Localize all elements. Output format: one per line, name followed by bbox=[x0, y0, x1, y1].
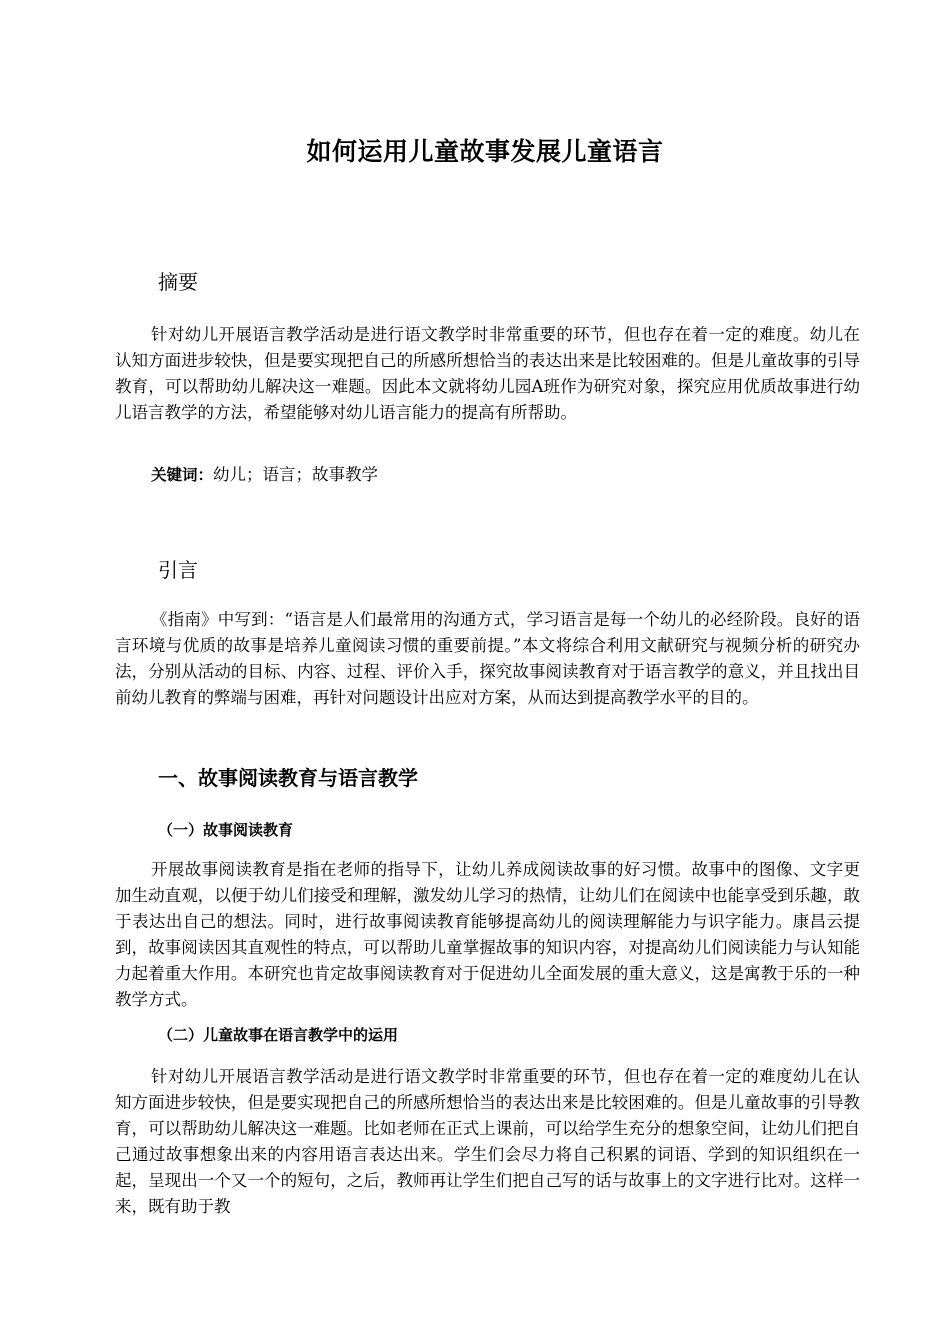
keywords-label: 关键词： bbox=[151, 466, 214, 484]
subsection-2-heading: （二）儿童故事在语言教学中的运用 bbox=[158, 1026, 399, 1044]
abstract-heading: 摘要 bbox=[158, 270, 198, 294]
section-1-heading: 一、故事阅读教育与语言教学 bbox=[158, 766, 418, 790]
abstract-body: 针对幼儿开展语言教学活动是进行语文教学时非常重要的环节，但也存在着一定的难度。幼儿在认知方面进步较快，但是要实现把自己的所感所想恰当的表达出来是比较困难的。但是儿童故事的引导教育，可以帮助幼儿解决这一难题。因此本文就将幼儿园A班作为研究对象，探究应用优质故事进行幼儿语言教学的方法，希望能够对幼儿语言能力的提高有所帮助。 bbox=[115, 325, 860, 422]
subsection-2-body: 针对幼儿开展语言教学活动是进行语文教学时非常重要的环节，但也存在着一定的难度幼儿在认知方面进步较快，但是要实现把自己的所感所想恰当的表达出来是比较困难的。但是儿童故事的引导教育，可以帮助幼儿解决这一难题。比如老师在正式上课前，可以给学生充分的想象空间，让幼儿们把自己通过故事想象出来的内容用语言表达出来。学生们会尽力将自己积累的词语、学到的知识组织在一起，呈现出一个又一个的短句，之后，教师再让学生们把自己写的话与故事上的文字进行比对。这样一来，既有助于教 bbox=[115, 1067, 860, 1216]
subsection-1-heading: （一）故事阅读教育 bbox=[158, 821, 294, 839]
document-title: 如何运用儿童故事发展儿童语言 bbox=[306, 137, 664, 166]
introduction-heading: 引言 bbox=[158, 558, 198, 582]
subsection-1-body: 开展故事阅读教育是指在老师的指导下，让幼儿养成阅读故事的好习惯。故事中的图像、文字更加生动直观，以便于幼儿们接受和理解，激发幼儿学习的热情，让幼儿们在阅读中也能享受到乐趣，敢于表达出自己的想法。同时，进行故事阅读教育能够提高幼儿的阅读理解能力与识字能力。康昌云提到，故事阅读因其直观性的特点，可以帮助儿童掌握故事的知识内容，对提高幼儿们阅读能力与认知能力起着重大作用。本研究也肯定故事阅读教育对于促进幼儿全面发展的重大意义，这是寓教于乐的一种教学方式。 bbox=[115, 860, 860, 1009]
introduction-body: 《指南》中写到：“语言是人们最常用的沟通方式，学习语言是每一个幼儿的必经阶段。良好的语言环境与优质的故事是培养儿童阅读习惯的重要前提。”本文将综合利用文献研究与视频分析的研究办法，分别从活动的目标、内容、过程、评价入手，探究故事阅读教育对于语言教学的意义，并且找出目前幼儿教育的弊端与困难，再针对问题设计出应对方案，从而达到提高教学水平的目的。 bbox=[115, 610, 860, 707]
keywords-line bbox=[151, 462, 378, 488]
keywords-value: 幼儿；语言；故事教学 bbox=[213, 465, 379, 484]
